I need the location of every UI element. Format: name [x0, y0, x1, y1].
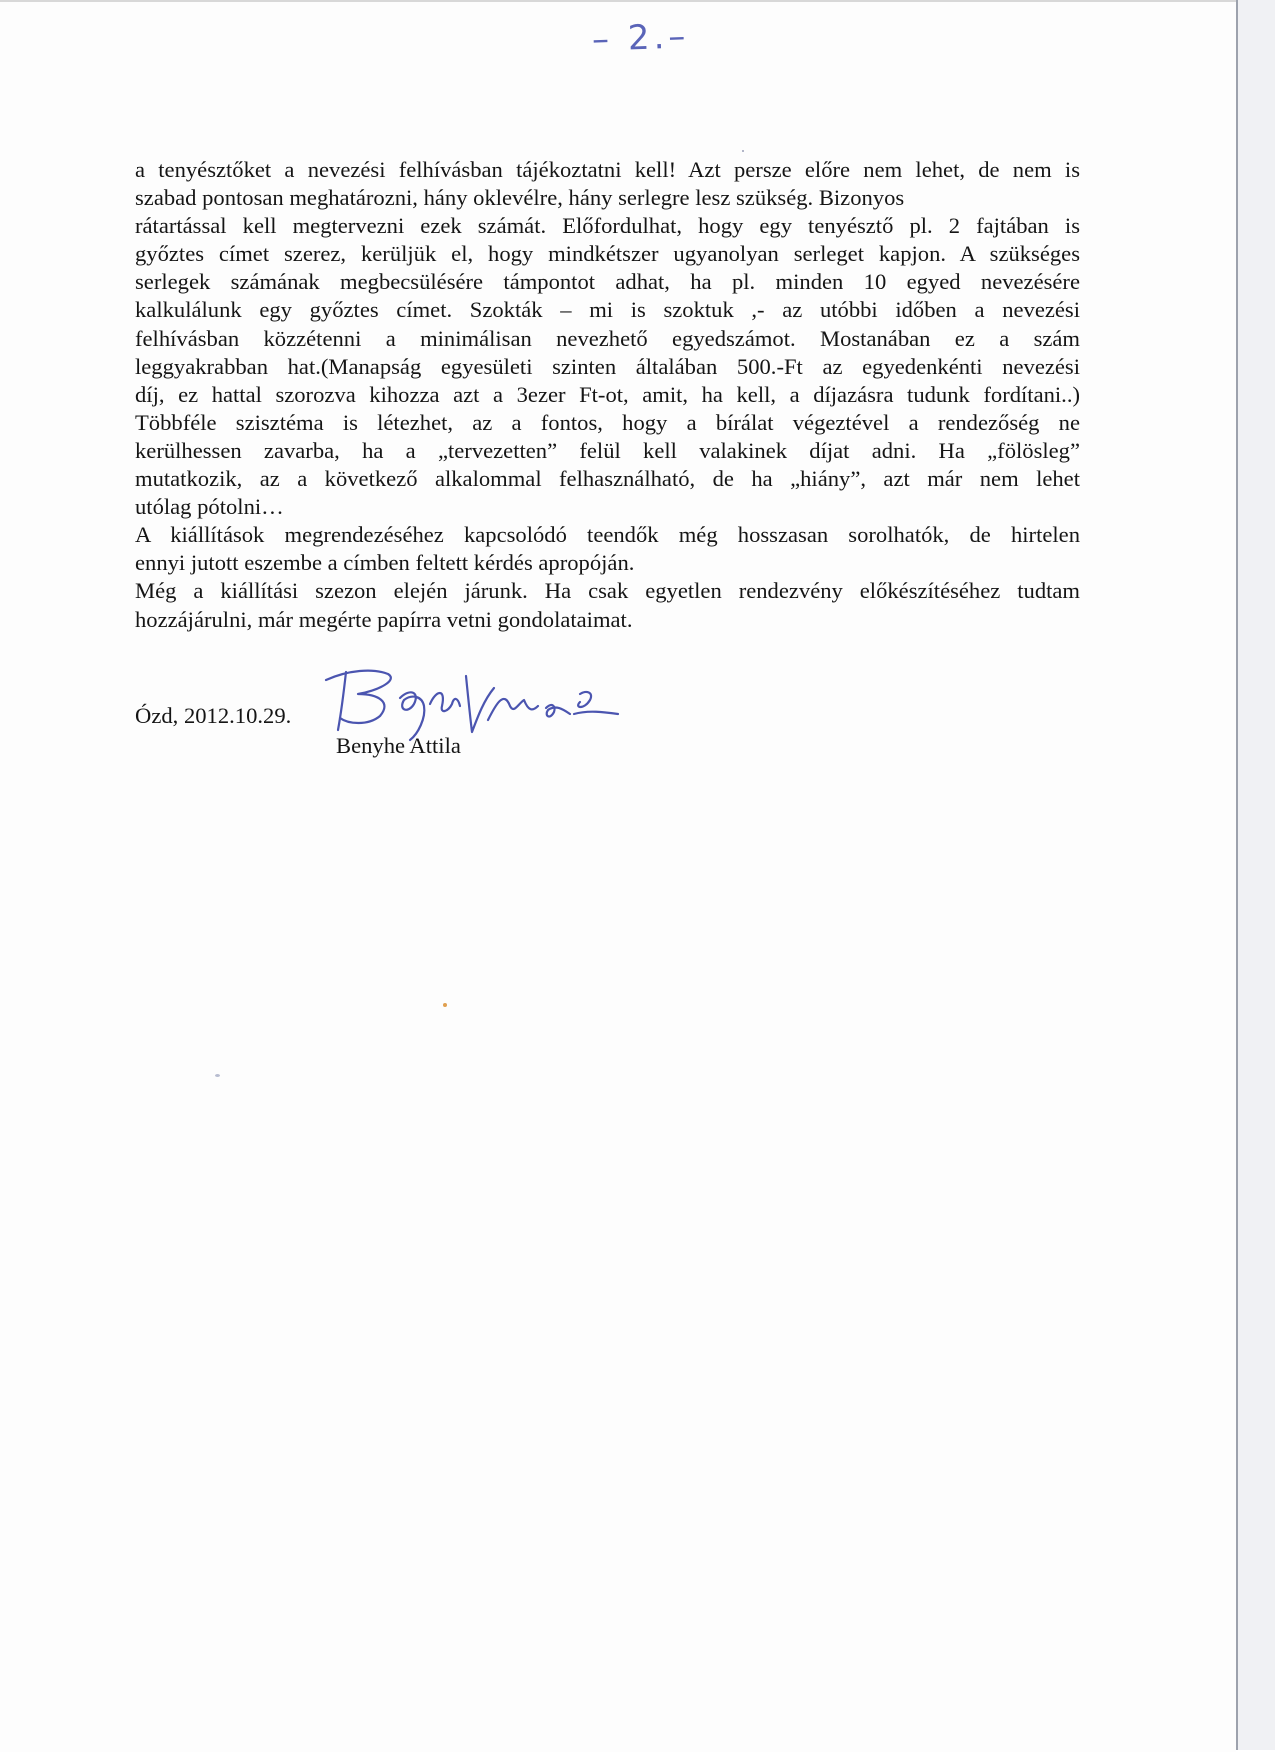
text-line: felhívásban közzétenni a minimálisan nevezhető egyedszámot. Mostanában ez a szám [135, 325, 1080, 351]
letter-body [135, 156, 1080, 634]
place-date: Ózd, 2012.10.29. [135, 703, 292, 728]
text-line: kerülhessen zavarba, ha a „tervezetten” felül kell valakinek díjat adni. Ha „fölösleg” [135, 437, 1080, 463]
text-line: hozzájárulni, már megérte papírra vetni gondolataimat. [135, 606, 633, 632]
text-line: szabad pontosan meghatározni, hány oklevélre, hány serlegre lesz szükség. Bizonyos [135, 185, 905, 211]
scan-speck [215, 1074, 220, 1077]
text-line: Többféle szisztéma is létezhet, az a fontos, hogy a bírálat végeztével a rendezőség ne [135, 409, 1080, 435]
text-line: rátartással kell megtervezni ezek számát. Előfordulhat, hogy egy tenyésztő pl. 2 fajtában is [135, 213, 1080, 239]
page-number: – 2.– [591, 16, 690, 60]
signer-name: Benyhe Attila [336, 733, 461, 758]
text-line: leggyakrabban hat.(Manapság egyesületi szinten általában 500.-Ft az egyedenkénti nevezési [135, 353, 1080, 379]
text-line: serlegek számának megbecsülésére támpontot adhat, ha pl. minden 10 egyed nevezésére [135, 269, 1080, 295]
scan-speck [742, 150, 744, 152]
text-line: kalkulálunk egy győztes címet. Szokták – mi is szoktuk ,- az utóbbi időben a nevezési [135, 297, 1080, 323]
scan-speck [443, 1003, 447, 1007]
text-line: mutatkozik, az a következő alkalommal felhasználható, de ha „hiány”, azt már nem lehet [135, 466, 1080, 492]
text-line: A kiállítások megrendezéséhez kapcsolódó teendők még hosszasan sorolhatók, de hirtelen [135, 522, 1080, 548]
text-line: Még a kiállítási szezon elején járunk. Ha csak egyetlen rendezvény előkészítéséhez tudtam [135, 578, 1080, 604]
text-line: a tenyésztőket a nevezési felhívásban tájékoztatni kell! Azt persze előre nem lehet, de nem is [135, 157, 1080, 182]
text-line: utólag pótolni… [135, 494, 284, 520]
text-line: győztes címet szerez, kerüljük el, hogy mindkétszer ugyanolyan serleget kapjon. A szükséges [135, 241, 1080, 267]
scan-edge [1236, 0, 1275, 1750]
text-line: díj, ez hattal szorozva kihozza azt a 3ezer Ft-ot, amit, ha kell, a díjazásra tudunk fordítani..) [135, 381, 1080, 407]
text-line: ennyi jutott eszembe a címben feltett kérdés apropóján. [135, 550, 635, 576]
